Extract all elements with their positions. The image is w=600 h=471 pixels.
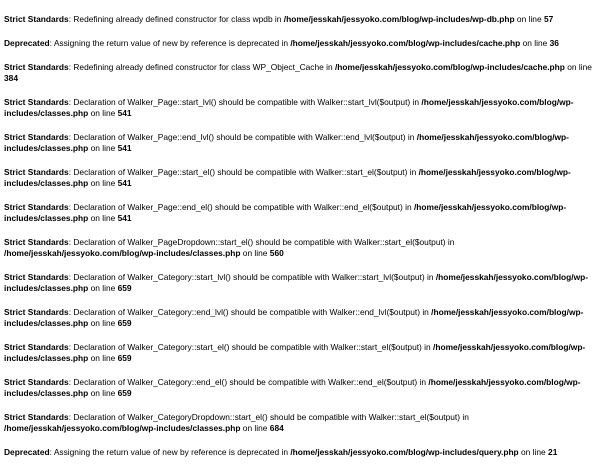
error-line: 384: [4, 73, 18, 83]
on-line-text: on line: [88, 353, 118, 363]
error-line: 541: [117, 213, 132, 223]
error-file: /home/jesskah/jessyoko.com/blog/wp-includes/query.php: [290, 447, 519, 457]
error-message: [4, 307, 594, 329]
on-line-text: on line: [518, 447, 549, 457]
error-level: Strict Standards: [4, 412, 69, 422]
error-file: /home/jesskah/jessyoko.com/blog/wp-includes/cache.php: [334, 62, 565, 72]
on-line-text: on line: [88, 213, 118, 223]
error-file: /home/jesskah/jessyoko.com/blog/wp-includes/cache.php: [290, 38, 521, 48]
on-line-text: on line: [88, 388, 118, 398]
error-line: 560: [269, 248, 284, 258]
error-text: : Assigning the return value of new by reference is deprecated in: [49, 447, 291, 457]
error-file: /home/jesskah/jessyoko.com/blog/wp-includes/classes.php: [4, 202, 567, 223]
error-text: : Declaration of Walker_Category::start_el() should be compatible with Walker::start_el($output) in: [68, 342, 434, 352]
error-message: [4, 377, 594, 399]
error-line: 659: [117, 388, 132, 398]
on-line-text: on line: [564, 62, 592, 72]
error-message: [4, 14, 594, 25]
error-line: 21: [548, 447, 558, 457]
error-level: Strict Standards: [4, 97, 69, 107]
error-text: : Declaration of Walker_CategoryDropdown::start_el() should be compatible with Walker::start_el($output) in: [68, 412, 469, 422]
error-file: /home/jesskah/jessyoko.com/blog/wp-includes/classes.php: [4, 342, 586, 363]
error-level: Strict Standards: [4, 202, 69, 212]
error-text: : Redefining already defined constructor for class WP_Object_Cache in: [68, 62, 335, 72]
error-line: 659: [117, 353, 132, 363]
error-line: 684: [269, 423, 284, 433]
error-file: /home/jesskah/jessyoko.com/blog/wp-includes/classes.php: [4, 423, 241, 433]
error-level: Strict Standards: [4, 132, 69, 142]
error-file: /home/jesskah/jessyoko.com/blog/wp-includes/classes.php: [4, 307, 584, 328]
on-line-text: on line: [88, 143, 118, 153]
on-line-text: on line: [240, 423, 270, 433]
error-text: : Declaration of Walker_Page::start_lvl() should be compatible with Walker::start_lvl($output) in: [68, 97, 422, 107]
on-line-text: on line: [88, 108, 118, 118]
error-file: /home/jesskah/jessyoko.com/blog/wp-includes/wp-db.php: [283, 14, 515, 24]
error-level: Strict Standards: [4, 377, 69, 387]
error-text: : Declaration of Walker_Page::start_el() should be compatible with Walker::start_el($output) in: [68, 167, 419, 177]
error-line: 659: [117, 318, 132, 328]
on-line-text: on line: [240, 248, 270, 258]
error-text: : Redefining already defined constructor for class wpdb in: [68, 14, 284, 24]
error-line: 541: [117, 143, 132, 153]
error-line: 541: [117, 178, 132, 188]
error-text: : Declaration of Walker_Page::end_el() should be compatible with Walker::end_el($output) in: [68, 202, 414, 212]
error-level: Strict Standards: [4, 342, 69, 352]
error-message: [4, 132, 594, 154]
error-file: /home/jesskah/jessyoko.com/blog/wp-includes/classes.php: [4, 97, 574, 118]
error-file: /home/jesskah/jessyoko.com/blog/wp-includes/classes.php: [4, 377, 581, 398]
on-line-text: on line: [88, 318, 118, 328]
error-text: : Declaration of Walker_Category::end_lvl() should be compatible with Walker::end_lvl($output) in: [68, 307, 432, 317]
error-file: /home/jesskah/jessyoko.com/blog/wp-includes/classes.php: [4, 132, 569, 153]
error-file: /home/jesskah/jessyoko.com/blog/wp-includes/classes.php: [4, 167, 571, 188]
error-message: [4, 97, 594, 119]
on-line-text: on line: [88, 283, 118, 293]
error-message: [4, 412, 594, 434]
error-level: Deprecated: [4, 447, 50, 457]
error-line: 541: [117, 108, 132, 118]
error-text: : Declaration of Walker_Category::start_lvl() should be compatible with Walker::start_lvl($output) in: [68, 272, 436, 282]
on-line-text: on line: [514, 14, 544, 24]
error-message: [4, 447, 594, 458]
on-line-text: on line: [88, 178, 118, 188]
error-level: Strict Standards: [4, 237, 69, 247]
error-message: [4, 237, 594, 259]
error-message: [4, 62, 594, 84]
error-message: [4, 38, 594, 49]
error-line: 659: [117, 283, 132, 293]
error-level: Strict Standards: [4, 167, 69, 177]
error-message: [4, 272, 594, 294]
error-message: [4, 167, 594, 189]
php-error-log: [4, 14, 594, 471]
error-line: 57: [543, 14, 554, 24]
error-text: : Assigning the return value of new by reference is deprecated in: [49, 38, 291, 48]
error-file: /home/jesskah/jessyoko.com/blog/wp-includes/classes.php: [4, 248, 241, 258]
error-line: 36: [549, 38, 559, 48]
error-text: : Declaration of Walker_PageDropdown::start_el() should be compatible with Walker::start_el($output) in: [68, 237, 455, 247]
error-level: Strict Standards: [4, 272, 69, 282]
error-text: : Declaration of Walker_Page::end_lvl() should be compatible with Walker::end_lvl($output) in: [68, 132, 417, 142]
on-line-text: on line: [520, 38, 550, 48]
error-text: : Declaration of Walker_Category::end_el() should be compatible with Walker::end_el($output) in: [68, 377, 429, 387]
error-message: [4, 342, 594, 364]
error-level: Strict Standards: [4, 307, 69, 317]
error-file: /home/jesskah/jessyoko.com/blog/wp-includes/classes.php: [4, 272, 589, 293]
error-level: Deprecated: [4, 38, 50, 48]
error-level: Strict Standards: [4, 14, 69, 24]
error-level: Strict Standards: [4, 62, 69, 72]
error-message: [4, 202, 594, 224]
